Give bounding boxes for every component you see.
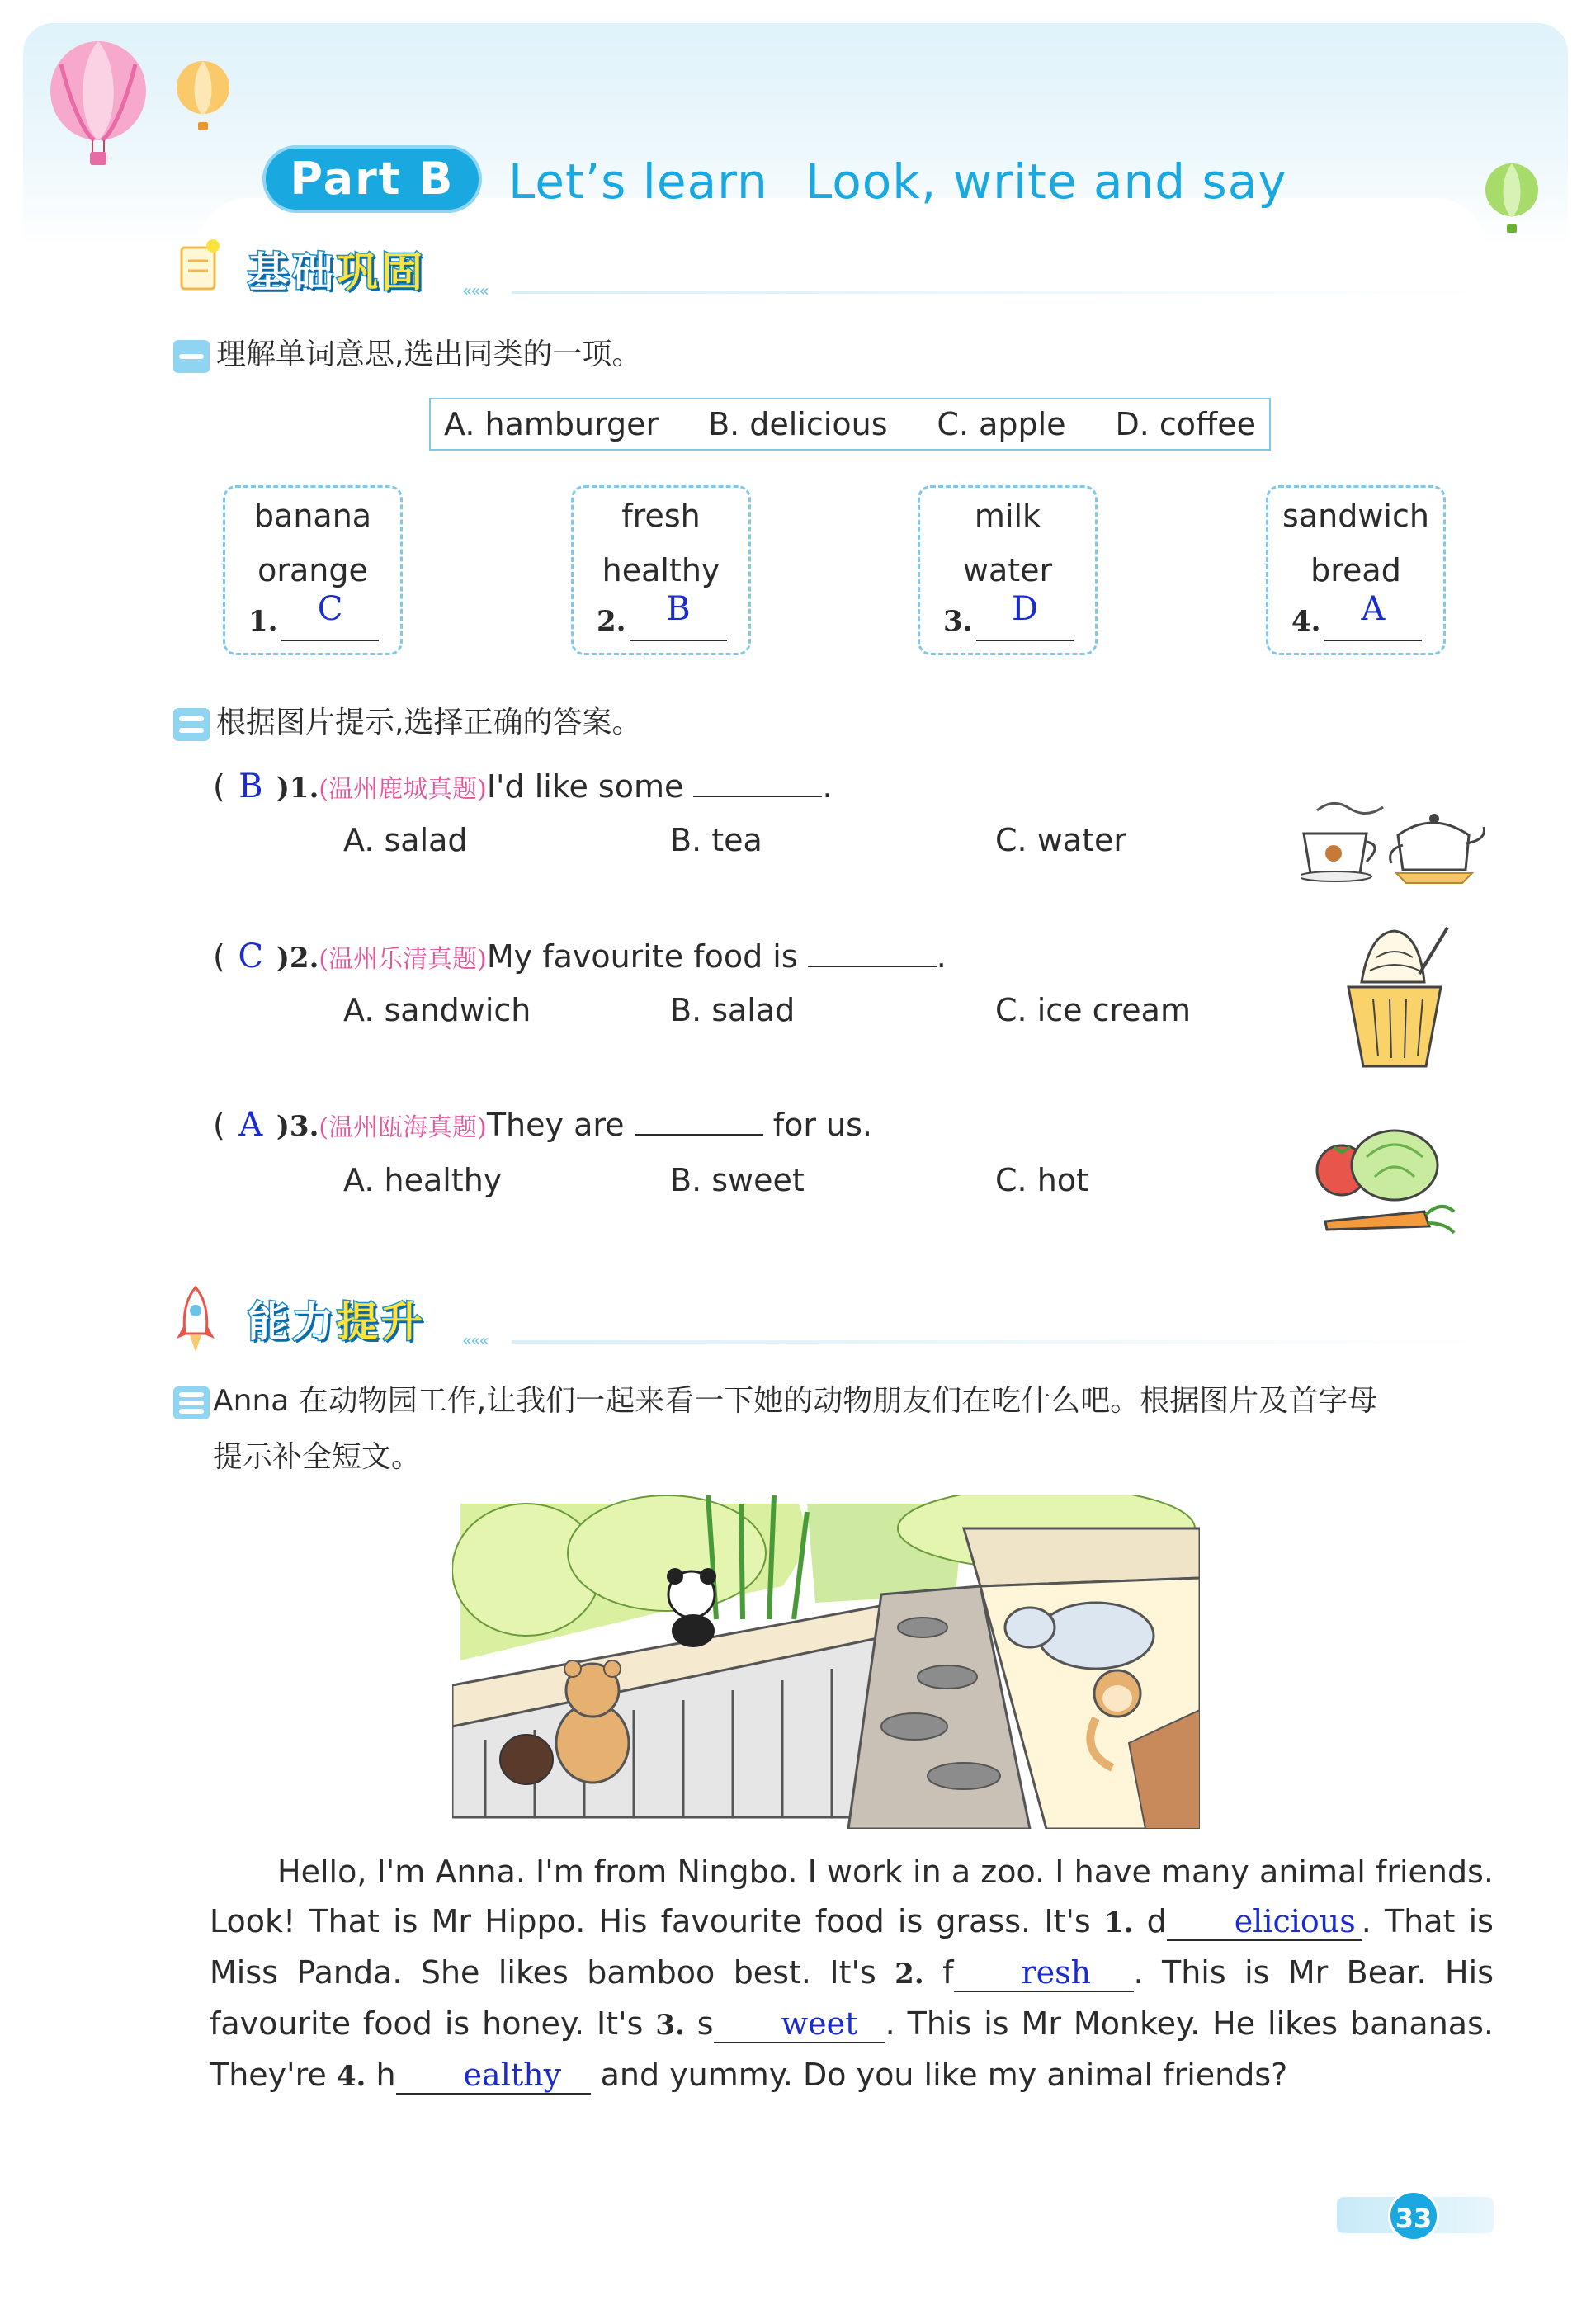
first-letter: d <box>1146 1903 1167 1939</box>
word: sandwich <box>1282 498 1429 534</box>
question-1 <box>213 768 833 805</box>
answer-text: A <box>1361 590 1386 628</box>
question-number: )2. <box>276 942 319 975</box>
word: fresh <box>621 498 701 534</box>
answer-text[interactable]: C <box>238 938 264 975</box>
answer-text: C <box>317 590 343 628</box>
word-options-box <box>429 398 1271 451</box>
answer-blank[interactable] <box>281 640 379 641</box>
word-group-1 <box>223 485 403 655</box>
item-number: 4. <box>1291 605 1321 638</box>
question-source: (温州乐清真题) <box>319 945 487 974</box>
item-number: 3. <box>943 605 973 638</box>
hot-air-balloon-pink-icon <box>45 40 152 172</box>
choice-3b: B. sweet <box>670 1162 805 1198</box>
zoo-illustration <box>452 1495 1200 1829</box>
option-b: B. delicious <box>708 406 888 442</box>
word: bread <box>1310 552 1401 588</box>
choice-2a: A. sandwich <box>343 992 531 1028</box>
choice-1c: C. water <box>995 822 1126 858</box>
ice-cream-cup-icon <box>1337 916 1452 1081</box>
item-number: 1. <box>248 605 278 638</box>
page-number: 33 <box>1388 2190 1439 2241</box>
blank-number: 1. <box>1103 1906 1134 1939</box>
question-stem-end: . <box>822 768 833 805</box>
passage-sentence: Look! That is Mr Hippo. His favourite food is grass. It's <box>210 1903 1104 1939</box>
item-number: 2. <box>597 605 626 638</box>
question-stem-end: for us. <box>762 1107 872 1143</box>
word: banana <box>253 498 372 534</box>
question-stem-end: . <box>936 938 947 975</box>
option-a: A. hamburger <box>444 406 659 442</box>
choice-3a: A. healthy <box>343 1162 503 1198</box>
blank-number: 2. <box>895 1958 924 1991</box>
exercise-3-instruction-cont: 提示补全短文。 <box>213 1440 422 1474</box>
hot-air-balloon-orange-icon <box>173 59 233 134</box>
question-stem: I'd like some <box>486 768 694 805</box>
fill-blank-2[interactable]: resh <box>954 1954 1134 1992</box>
notebook-icon <box>175 236 224 294</box>
exercise-2-instruction: 根据图片提示,选择正确的答案。 <box>216 706 642 739</box>
first-letter: s <box>696 2005 714 2042</box>
choice-1a: A. salad <box>343 822 468 858</box>
answer-text: B <box>666 590 691 628</box>
rocket-icon <box>175 1284 216 1355</box>
paren: ( <box>213 768 225 805</box>
tea-cup-and-teapot-icon <box>1301 794 1490 885</box>
question-stem: My favourite food is <box>486 938 808 975</box>
question-2 <box>213 938 947 975</box>
first-letter: f <box>942 1954 954 1991</box>
word-group-4 <box>1266 485 1446 655</box>
word-group-3 <box>918 485 1098 655</box>
blank-number: 3. <box>655 2009 685 2042</box>
chevrons-decoration: ««« <box>462 281 488 300</box>
lesson-title-learn: Let’s learn <box>508 154 768 210</box>
passage-sentence: . That is Miss Panda. She likes bamboo best. It's <box>210 1903 1494 1991</box>
question-source: (温州鹿城真题) <box>319 775 487 804</box>
paren: ( <box>213 1107 225 1143</box>
part-label: Part B <box>262 145 482 213</box>
option-d: D. coffee <box>1115 406 1256 442</box>
word: orange <box>257 552 368 588</box>
exercise-1-instruction: 理解单词意思,选出同类的一项。 <box>216 338 642 371</box>
passage-sentence: and yummy. Do you like my animal friends? <box>590 2057 1288 2093</box>
choice-2b: B. salad <box>670 992 796 1028</box>
exercise-marker-1 <box>173 340 210 373</box>
vegetables-icon <box>1309 1124 1457 1245</box>
fill-blank-1[interactable]: elicious <box>1167 1903 1362 1941</box>
choice-3c: C. hot <box>995 1162 1088 1198</box>
first-letter: h <box>375 2057 396 2093</box>
reading-passage <box>210 1847 1494 2101</box>
choice-2c: C. ice cream <box>995 992 1191 1028</box>
question-number: )3. <box>276 1110 319 1143</box>
section-title-advanced: 能力提升 <box>248 1298 426 1346</box>
blank-number: 4. <box>336 2060 366 2093</box>
fill-blank-4[interactable]: ealthy <box>396 2057 591 2095</box>
section-title-basic: 基础巩固 <box>248 248 426 296</box>
question-source: (温州瓯海真题) <box>319 1113 487 1142</box>
chevrons-decoration: ««« <box>462 1330 488 1350</box>
question-number: )1. <box>276 772 319 805</box>
word-group-2 <box>571 485 751 655</box>
answer-blank[interactable] <box>976 640 1074 641</box>
exercise-marker-2 <box>173 708 210 741</box>
question-blank <box>808 939 937 967</box>
question-3 <box>213 1106 872 1144</box>
answer-text[interactable]: A <box>238 1106 263 1144</box>
word: milk <box>974 498 1041 534</box>
passage-sentence: . This is Mr Bear. His favourite food is honey. It's <box>210 1954 1494 2042</box>
hot-air-balloon-green-icon <box>1482 162 1541 238</box>
option-c: C. apple <box>937 406 1066 442</box>
question-stem: They are <box>486 1107 635 1143</box>
question-blank <box>693 769 822 797</box>
question-blank <box>635 1108 763 1136</box>
answer-blank[interactable] <box>1324 640 1422 641</box>
paren: ( <box>213 938 225 975</box>
exercise-3-instruction: Anna 在动物园工作,让我们一起来看一下她的动物朋友们在吃什么吧。根据图片及首字母 <box>213 1384 1378 1418</box>
word: water <box>962 552 1053 588</box>
answer-text[interactable]: B <box>238 768 263 805</box>
lesson-title-say: Look, write and say <box>805 154 1287 210</box>
section-divider <box>512 290 1485 294</box>
answer-text: D <box>1011 590 1039 628</box>
section-divider <box>512 1340 1485 1344</box>
fill-blank-3[interactable]: weet <box>714 2005 885 2043</box>
answer-blank[interactable] <box>630 640 727 641</box>
word: healthy <box>602 552 720 588</box>
passage-sentence: Hello, I'm Anna. I'm from Ningbo. I work in a zoo. I have many animal friends. <box>277 1854 1494 1890</box>
passage-sentence: . This is Mr Monkey. He likes bananas. They're <box>210 2005 1494 2093</box>
choice-1b: B. tea <box>670 822 762 858</box>
exercise-marker-3 <box>173 1386 210 1419</box>
